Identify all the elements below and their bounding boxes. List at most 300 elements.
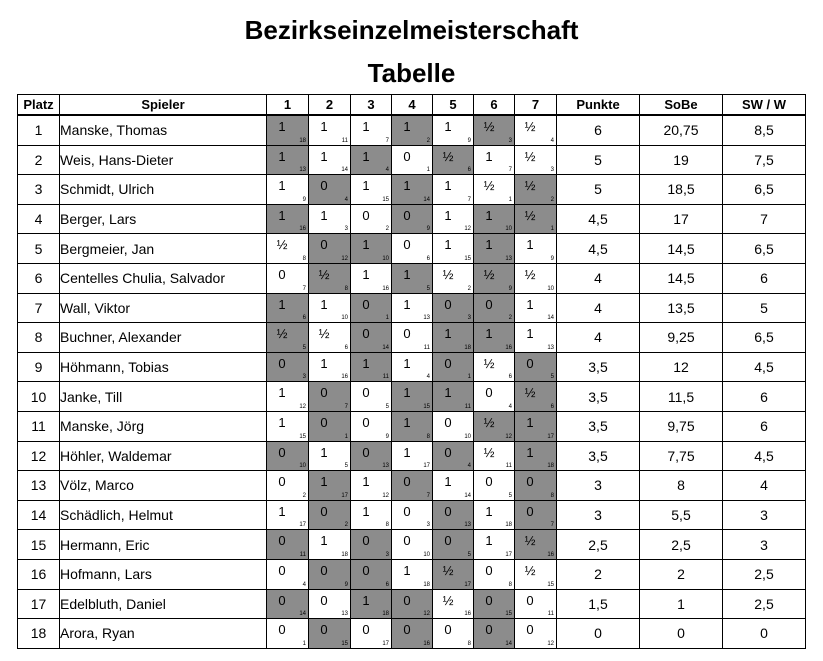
round-result-cell [515, 115, 557, 145]
opponent-number: 7 [508, 167, 512, 174]
round-result-cell [515, 500, 557, 530]
round-result-cell [351, 471, 392, 501]
round-result-cell [309, 382, 351, 412]
opponent-number: 7 [426, 492, 430, 499]
round-result-cell [267, 471, 309, 501]
round-result-cell [392, 589, 433, 619]
round-result-cell [309, 411, 351, 441]
opponent-number: 10 [382, 255, 389, 262]
round-result-cell [267, 145, 309, 175]
table-row [18, 471, 806, 501]
result-value: 0 [320, 592, 328, 608]
points-cell: 2,5 [557, 530, 640, 560]
header-row [18, 95, 806, 116]
sw-cell: 4,5 [723, 441, 806, 471]
opponent-number: 4 [550, 137, 554, 144]
opponent-number: 17 [423, 463, 430, 470]
round-result-cell [267, 263, 309, 293]
rank-cell: 10 [18, 382, 60, 412]
result-value: 1 [278, 207, 286, 223]
round-result-cell [433, 589, 474, 619]
result-value: ½ [442, 592, 454, 608]
result-value: 0 [526, 355, 534, 371]
result-value: ½ [318, 266, 330, 282]
result-value: 0 [485, 296, 493, 312]
result-value: 1 [403, 355, 411, 371]
result-value: 1 [320, 355, 328, 371]
opponent-number: 9 [426, 226, 430, 233]
opponent-number: 17 [505, 551, 512, 558]
result-value: 0 [362, 444, 370, 460]
result-value: 0 [444, 414, 452, 430]
player-name-cell: Hermann, Eric [60, 530, 267, 560]
opponent-number: 5 [385, 403, 389, 410]
round-result-cell [433, 619, 474, 649]
opponent-number: 10 [423, 551, 430, 558]
opponent-number: 8 [467, 640, 471, 647]
opponent-number: 14 [423, 196, 430, 203]
result-value: 1 [362, 148, 370, 164]
opponent-number: 10 [464, 433, 471, 440]
opponent-number: 12 [382, 492, 389, 499]
round-result-cell [351, 115, 392, 145]
opponent-number: 11 [505, 463, 512, 470]
result-value: 0 [278, 592, 286, 608]
opponent-number: 10 [547, 285, 554, 292]
opponent-number: 16 [547, 551, 554, 558]
rank-cell: 16 [18, 559, 60, 589]
result-value: 0 [362, 207, 370, 223]
points-cell: 3 [557, 471, 640, 501]
sobe-cell: 9,25 [640, 323, 723, 353]
header-round-2: 2 [309, 95, 351, 116]
sobe-cell: 18,5 [640, 175, 723, 205]
opponent-number: 12 [547, 640, 554, 647]
page-title: Bezirkseinzelmeisterschaft [244, 15, 579, 45]
round-result-cell [267, 500, 309, 530]
result-value: 1 [526, 444, 534, 460]
opponent-number: 18 [299, 137, 306, 144]
result-value: ½ [524, 266, 536, 282]
table-row [18, 411, 806, 441]
sobe-cell: 0 [640, 619, 723, 649]
opponent-number: 2 [467, 285, 471, 292]
table-row [18, 234, 806, 264]
sobe-cell: 14,5 [640, 234, 723, 264]
opponent-number: 11 [341, 137, 348, 144]
opponent-number: 7 [467, 196, 471, 203]
header-round-3: 3 [351, 95, 392, 116]
opponent-number: 4 [508, 403, 512, 410]
round-result-cell [351, 263, 392, 293]
round-result-cell [267, 175, 309, 205]
opponent-number: 7 [550, 522, 554, 529]
result-value: ½ [442, 562, 454, 578]
round-result-cell [515, 204, 557, 234]
sw-cell: 5 [723, 293, 806, 323]
round-result-cell [392, 115, 433, 145]
result-value: 1 [403, 266, 411, 282]
points-cell: 5 [557, 145, 640, 175]
opponent-number: 15 [341, 640, 348, 647]
opponent-number: 6 [344, 344, 348, 351]
opponent-number: 2 [344, 522, 348, 529]
player-name-cell: Wall, Viktor [60, 293, 267, 323]
opponent-number: 7 [302, 285, 306, 292]
opponent-number: 5 [550, 374, 554, 381]
round-result-cell [433, 234, 474, 264]
result-value: 0 [485, 562, 493, 578]
sobe-cell: 13,5 [640, 293, 723, 323]
points-cell: 3 [557, 500, 640, 530]
points-cell: 3,5 [557, 382, 640, 412]
round-result-cell [267, 115, 309, 145]
result-value: 0 [485, 592, 493, 608]
round-result-cell [351, 619, 392, 649]
result-value: 0 [320, 178, 328, 194]
opponent-number: 4 [426, 374, 430, 381]
round-result-cell [433, 471, 474, 501]
result-value: 1 [403, 562, 411, 578]
result-value: 1 [278, 178, 286, 194]
result-value: 0 [444, 296, 452, 312]
round-result-cell [433, 530, 474, 560]
opponent-number: 16 [423, 640, 430, 647]
table-row [18, 441, 806, 471]
opponent-number: 15 [423, 403, 430, 410]
opponent-number: 10 [505, 226, 512, 233]
opponent-number: 14 [299, 611, 306, 618]
result-value: 1 [362, 355, 370, 371]
round-result-cell [474, 589, 515, 619]
opponent-number: 14 [341, 167, 348, 174]
opponent-number: 10 [341, 315, 348, 322]
round-result-cell [474, 263, 515, 293]
opponent-number: 6 [467, 167, 471, 174]
opponent-number: 14 [547, 315, 554, 322]
player-name-cell: Bergmeier, Jan [60, 234, 267, 264]
opponent-number: 12 [341, 255, 348, 262]
round-result-cell [433, 382, 474, 412]
opponent-number: 2 [550, 196, 554, 203]
table-row [18, 293, 806, 323]
table-row [18, 263, 806, 293]
result-value: 0 [320, 414, 328, 430]
opponent-number: 11 [547, 611, 554, 618]
rank-cell: 3 [18, 175, 60, 205]
result-value: ½ [483, 266, 495, 282]
opponent-number: 8 [385, 522, 389, 529]
result-value: 1 [526, 237, 534, 253]
round-result-cell [351, 411, 392, 441]
opponent-number: 2 [302, 492, 306, 499]
rank-cell: 5 [18, 234, 60, 264]
header-round-7: 7 [515, 95, 557, 116]
result-value: 0 [320, 385, 328, 401]
result-value: 0 [444, 622, 452, 638]
player-name-cell: Edelbluth, Daniel [60, 589, 267, 619]
header-round-6: 6 [474, 95, 515, 116]
result-value: ½ [276, 237, 288, 253]
opponent-number: 6 [550, 403, 554, 410]
result-value: 1 [278, 119, 286, 134]
round-result-cell [267, 411, 309, 441]
round-result-cell [474, 411, 515, 441]
opponent-number: 17 [341, 492, 348, 499]
result-value: ½ [524, 119, 536, 134]
sw-cell: 3 [723, 500, 806, 530]
sobe-cell: 2 [640, 559, 723, 589]
player-name-cell: Höhmann, Tobias [60, 352, 267, 382]
sobe-cell: 17 [640, 204, 723, 234]
result-value: 0 [403, 237, 411, 253]
opponent-number: 14 [382, 344, 389, 351]
round-result-cell [309, 204, 351, 234]
round-result-cell [515, 530, 557, 560]
result-value: 1 [320, 207, 328, 223]
rank-cell: 11 [18, 411, 60, 441]
result-value: 1 [526, 296, 534, 312]
sw-cell: 6,5 [723, 234, 806, 264]
opponent-number: 3 [467, 315, 471, 322]
table-row [18, 323, 806, 353]
points-cell: 3,5 [557, 411, 640, 441]
round-result-cell [309, 500, 351, 530]
round-result-cell [392, 471, 433, 501]
result-value: 1 [403, 444, 411, 460]
result-value: 1 [485, 207, 493, 223]
opponent-number: 11 [464, 403, 471, 410]
page-subtitle: Tabelle [367, 58, 456, 88]
rank-cell: 4 [18, 204, 60, 234]
sobe-cell: 20,75 [640, 115, 723, 145]
result-value: 0 [403, 503, 411, 519]
round-result-cell [392, 263, 433, 293]
result-value: 1 [362, 119, 370, 134]
round-result-cell [474, 175, 515, 205]
result-value: 0 [362, 326, 370, 342]
sobe-cell: 8 [640, 471, 723, 501]
sw-cell: 7 [723, 204, 806, 234]
result-value: 0 [403, 592, 411, 608]
result-value: ½ [524, 178, 536, 194]
opponent-number: 13 [423, 315, 430, 322]
opponent-number: 18 [547, 463, 554, 470]
round-result-cell [351, 352, 392, 382]
round-result-cell [515, 619, 557, 649]
result-value: ½ [483, 444, 495, 460]
round-result-cell [392, 204, 433, 234]
rank-cell: 18 [18, 619, 60, 649]
result-value: 0 [320, 562, 328, 578]
result-value: 1 [362, 474, 370, 490]
round-result-cell [515, 263, 557, 293]
result-value: 0 [403, 622, 411, 638]
sw-cell: 6,5 [723, 323, 806, 353]
opponent-number: 8 [508, 581, 512, 588]
opponent-number: 6 [385, 581, 389, 588]
result-value: 1 [485, 326, 493, 342]
opponent-number: 15 [547, 581, 554, 588]
result-value: 0 [362, 296, 370, 312]
result-value: 0 [362, 562, 370, 578]
points-cell: 3,5 [557, 441, 640, 471]
round-result-cell [351, 530, 392, 560]
opponent-number: 12 [505, 433, 512, 440]
round-result-cell [433, 441, 474, 471]
opponent-number: 16 [464, 611, 471, 618]
round-result-cell [515, 559, 557, 589]
result-value: 0 [320, 503, 328, 519]
opponent-number: 16 [382, 285, 389, 292]
opponent-number: 1 [550, 226, 554, 233]
sw-cell: 4 [723, 471, 806, 501]
result-value: ½ [483, 414, 495, 430]
round-result-cell [309, 323, 351, 353]
opponent-number: 9 [344, 581, 348, 588]
opponent-number: 8 [344, 285, 348, 292]
sobe-cell: 7,75 [640, 441, 723, 471]
sw-cell: 2,5 [723, 589, 806, 619]
round-result-cell [474, 382, 515, 412]
round-result-cell [351, 145, 392, 175]
opponent-number: 1 [426, 167, 430, 174]
opponent-number: 18 [505, 522, 512, 529]
result-value: ½ [524, 533, 536, 549]
round-result-cell [474, 204, 515, 234]
result-value: 1 [320, 533, 328, 549]
sobe-cell: 12 [640, 352, 723, 382]
points-cell: 4,5 [557, 234, 640, 264]
opponent-number: 3 [426, 522, 430, 529]
opponent-number: 18 [341, 551, 348, 558]
player-name-cell: Janke, Till [60, 382, 267, 412]
standings-body [18, 115, 806, 648]
round-result-cell [309, 293, 351, 323]
round-result-cell [351, 559, 392, 589]
opponent-number: 14 [464, 492, 471, 499]
table-row [18, 204, 806, 234]
round-result-cell [309, 441, 351, 471]
round-result-cell [267, 234, 309, 264]
result-value: 1 [320, 474, 328, 490]
opponent-number: 17 [547, 433, 554, 440]
sobe-cell: 2,5 [640, 530, 723, 560]
result-value: 1 [444, 326, 452, 342]
round-result-cell [351, 234, 392, 264]
round-result-cell [267, 382, 309, 412]
rank-cell: 17 [18, 589, 60, 619]
opponent-number: 5 [344, 463, 348, 470]
opponent-number: 13 [382, 463, 389, 470]
result-value: 0 [403, 326, 411, 342]
round-result-cell [515, 382, 557, 412]
result-value: ½ [442, 148, 454, 164]
opponent-number: 5 [467, 551, 471, 558]
round-result-cell [433, 204, 474, 234]
points-cell: 4,5 [557, 204, 640, 234]
opponent-number: 1 [385, 315, 389, 322]
opponent-number: 15 [505, 611, 512, 618]
sw-cell: 0 [723, 619, 806, 649]
result-value: 1 [444, 237, 452, 253]
result-value: 0 [278, 355, 286, 371]
round-result-cell [515, 352, 557, 382]
points-cell: 6 [557, 115, 640, 145]
round-result-cell [474, 352, 515, 382]
result-value: 0 [403, 533, 411, 549]
round-result-cell [474, 293, 515, 323]
result-value: 0 [444, 355, 452, 371]
result-value: 1 [278, 414, 286, 430]
result-value: 1 [362, 237, 370, 253]
table-row [18, 352, 806, 382]
rank-cell: 12 [18, 441, 60, 471]
round-result-cell [309, 145, 351, 175]
opponent-number: 13 [341, 611, 348, 618]
opponent-number: 7 [385, 137, 389, 144]
table-row [18, 175, 806, 205]
round-result-cell [267, 352, 309, 382]
round-result-cell [515, 323, 557, 353]
opponent-number: 14 [505, 640, 512, 647]
result-value: 1 [320, 444, 328, 460]
points-cell: 5 [557, 175, 640, 205]
opponent-number: 5 [302, 344, 306, 351]
sobe-cell: 11,5 [640, 382, 723, 412]
result-value: 0 [278, 444, 286, 460]
result-value: 0 [485, 622, 493, 638]
result-value: 1 [278, 503, 286, 519]
round-result-cell [433, 500, 474, 530]
opponent-number: 5 [426, 285, 430, 292]
opponent-number: 9 [302, 196, 306, 203]
sw-cell: 6 [723, 263, 806, 293]
player-name-cell: Arora, Ryan [60, 619, 267, 649]
opponent-number: 15 [299, 433, 306, 440]
round-result-cell [474, 530, 515, 560]
result-value: 1 [320, 119, 328, 134]
opponent-number: 16 [299, 226, 306, 233]
rank-cell: 6 [18, 263, 60, 293]
player-name-cell: Weis, Hans-Dieter [60, 145, 267, 175]
opponent-number: 5 [508, 492, 512, 499]
result-value: 1 [362, 503, 370, 519]
opponent-number: 11 [382, 374, 389, 381]
opponent-number: 11 [299, 551, 306, 558]
round-result-cell [309, 234, 351, 264]
opponent-number: 4 [467, 463, 471, 470]
opponent-number: 3 [550, 167, 554, 174]
result-value: 1 [485, 533, 493, 549]
result-value: 0 [362, 533, 370, 549]
result-value: 0 [444, 444, 452, 460]
opponent-number: 8 [550, 492, 554, 499]
opponent-number: 7 [344, 403, 348, 410]
sw-cell: 8,5 [723, 115, 806, 145]
round-result-cell [474, 323, 515, 353]
rank-cell: 8 [18, 323, 60, 353]
result-value: 0 [526, 592, 534, 608]
result-value: 1 [320, 148, 328, 164]
result-value: 0 [362, 414, 370, 430]
opponent-number: 16 [505, 344, 512, 351]
round-result-cell [392, 619, 433, 649]
opponent-number: 13 [299, 167, 306, 174]
opponent-number: 4 [385, 167, 389, 174]
round-result-cell [515, 293, 557, 323]
result-value: ½ [483, 355, 495, 371]
